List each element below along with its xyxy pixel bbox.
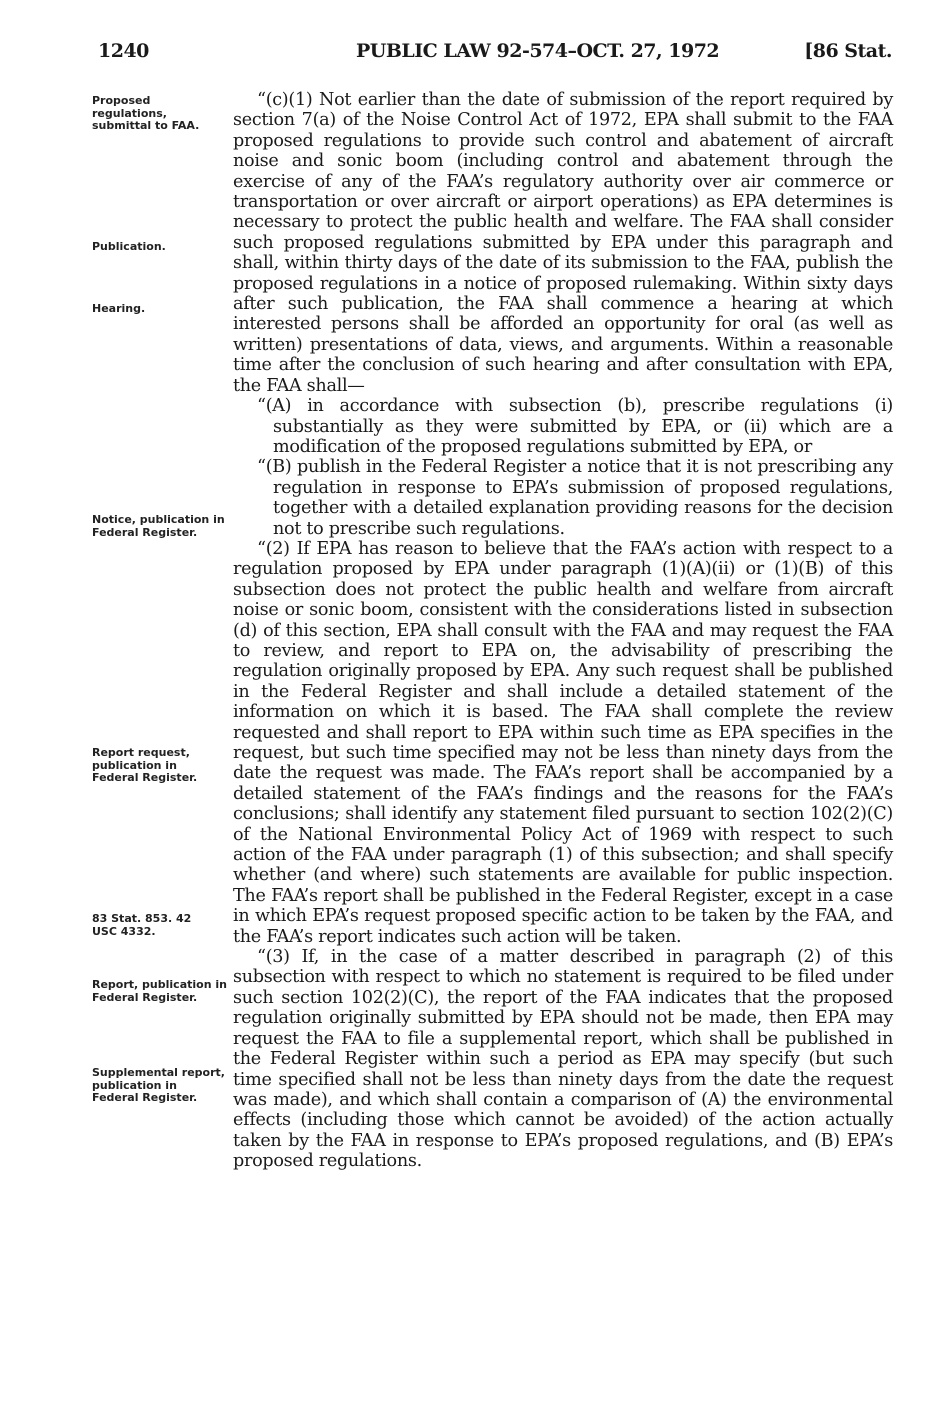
statute-body xyxy=(233,90,893,1172)
margin-note-report-publication: Report, publication in Federal Register. xyxy=(92,978,227,1004)
margin-note-hearing: Hearing. xyxy=(92,302,146,315)
statute-reference: [86 Stat. xyxy=(804,40,892,62)
page-number: 1240 xyxy=(98,40,149,62)
running-title: PUBLIC LAW 92-574–OCT. 27, 1972 xyxy=(356,40,720,62)
margin-note-publication: Publication. xyxy=(92,240,166,253)
page-header xyxy=(98,40,892,70)
margin-note-report-request: Report request, publication in Federal Register. xyxy=(92,746,198,784)
margin-note-notice: Notice, publication in Federal Register. xyxy=(92,513,225,539)
margin-note-supplemental-report: Supplemental report, publication in Federal Register. xyxy=(92,1066,225,1104)
paragraph-c3: “(3) If, in the case of a matter described in paragraph (2) of this subsection with respect to which no statement is required to be filed under such section 102(2)(C), the report of the FAA indicates that the proposed regulation originally submitted by EPA should not be made, then EPA may request the FAA to file a supplemental report, which shall be published in the Federal Register within such a period as EPA may specify (but such time specified shall not be less than ninety days from the date the request was made), and which shall contain a comparison of (A) the environmental effects (including those which cannot be avoided) of the action actually taken by the FAA in response to EPA’s proposed regulations, and (B) EPA’s proposed regulations. xyxy=(233,947,893,1172)
margin-note-proposed-regulations: Proposed regulations, submittal to FAA. xyxy=(92,94,200,132)
paragraph-c1-B: “(B) publish in the Federal Register a notice that it is not prescribing any regulation in response to EPA’s submission of proposed regulations, together with a detailed explanation providing reasons for the decision not to prescribe such regulations. xyxy=(257,457,893,539)
paragraph-c2: “(2) If EPA has reason to believe that the FAA’s action with respect to a regulation proposed by EPA under paragraph (1)(A)(ii) or (1)(B) of this subsection does not protect the public health and welfare from aircraft noise or sonic boom, consistent with the considerations listed in subsection (d) of this section, EPA shall consult with the FAA and may request the FAA to review, and report to EPA on, the advisability of prescribing the regulation originally proposed by EPA. Any such request shall be published in the Federal Register and shall include a detailed statement of the information on which it is based. The FAA shall complete the review requested and shall report to EPA within such time as EPA specifies in the request, but such time specified may not be less than ninety days from the date the request was made. The FAA’s report shall be accompanied by a detailed statement of the FAA’s findings and the reasons for the FAA’s conclusions; shall identify any statement filed pursuant to section 102(2)(C) of the National Environmental Policy Act of 1969 with respect to such action of the FAA under paragraph (1) of this subsection; and shall specify whether (and where) such statements are available for public inspection. The FAA’s report shall be published in the Federal Register, except in a case in which EPA’s request proposed specific action to be taken by the FAA, and the FAA’s report indicates such action will be taken. xyxy=(233,538,893,947)
paragraph-c1: “(c)(1) Not earlier than the date of submission of the report required by section 7(a) of the Noise Control Act of 1972, EPA shall submit to the FAA proposed regulations to provide such control and abatement of aircraft noise and sonic boom (including control and abatement through the exercise of any of the FAA’s regulatory authority over air commerce or transportation or over aircraft or airport operations) as EPA determines is necessary to protect the public health and welfare. The FAA shall consider such proposed regulations submitted by EPA under this paragraph and shall, within thirty days of the date of its submission to the FAA, publish the proposed regulations in a notice of proposed rulemaking. Within sixty days after such publication, the FAA shall commence a hearing at which interested persons shall be afforded an opportunity for oral (as well as written) presentations of data, views, and arguments. Within a reasonable time after the conclusion of such hearing and after consultation with EPA, the FAA shall— xyxy=(233,90,893,396)
margin-note-stat-reference: 83 Stat. 853. 42 USC 4332. xyxy=(92,912,192,938)
paragraph-c1-A: “(A) in accordance with subsection (b), prescribe regulations (i) substantially as they were submitted by EPA, or (ii) which are a modification of the proposed regulations submitted by EPA, or xyxy=(257,396,893,457)
